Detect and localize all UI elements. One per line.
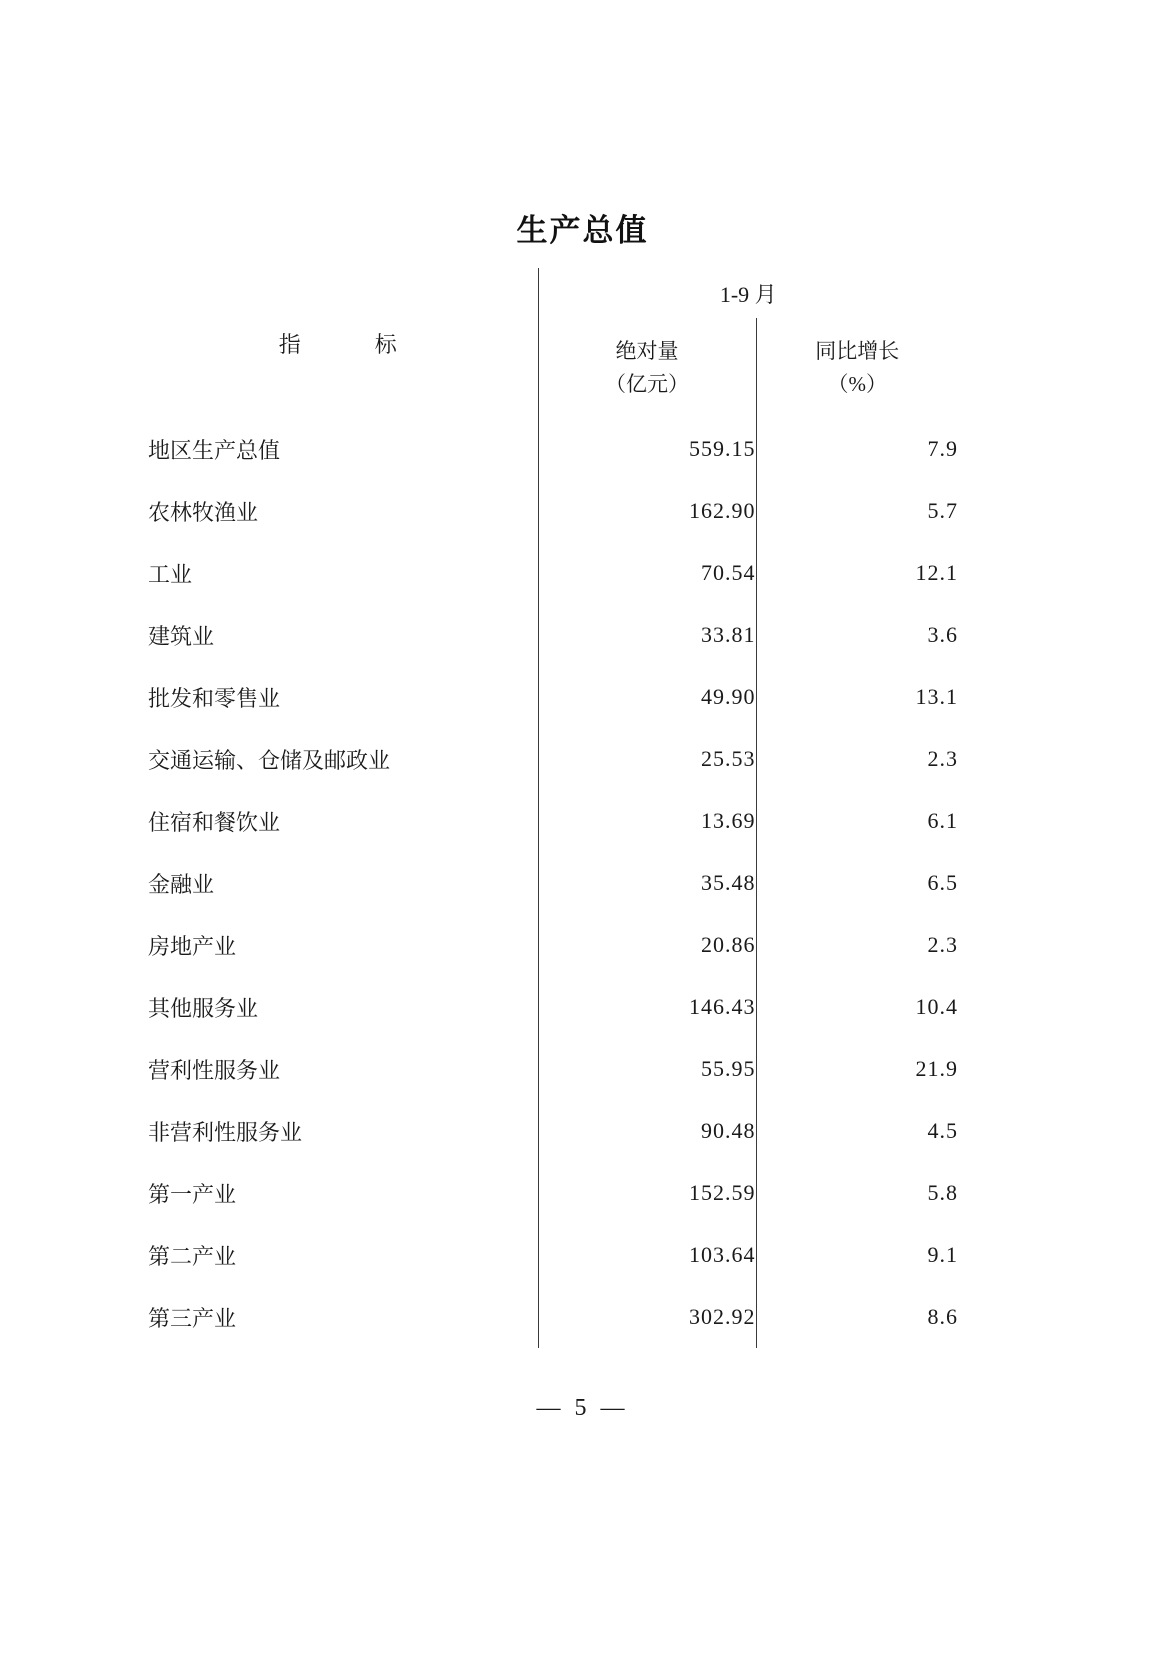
header-absolute-line1: 绝对量 xyxy=(615,339,679,364)
table-row xyxy=(148,542,958,604)
row-growth: 9.1 xyxy=(756,1224,958,1286)
row-growth: 7.9 xyxy=(756,418,958,480)
table-row xyxy=(148,604,958,666)
row-label: 建筑业 xyxy=(148,623,215,649)
row-absolute: 559.15 xyxy=(538,418,756,480)
table-row xyxy=(148,790,958,852)
row-label: 交通运输、仓储及邮政业 xyxy=(148,747,391,773)
row-label: 营利性服务业 xyxy=(148,1057,281,1083)
row-growth: 2.3 xyxy=(756,914,958,976)
table-row xyxy=(148,1038,958,1100)
row-growth: 3.6 xyxy=(756,604,958,666)
header-absolute-cell xyxy=(538,318,756,418)
row-label: 房地产业 xyxy=(148,933,237,959)
header-row-period xyxy=(148,268,958,318)
row-absolute: 302.92 xyxy=(538,1286,756,1348)
row-absolute: 49.90 xyxy=(538,666,756,728)
row-absolute: 152.59 xyxy=(538,1162,756,1224)
table-row xyxy=(148,914,958,976)
row-growth: 13.1 xyxy=(756,666,958,728)
page-title: 生产总值 xyxy=(516,213,649,249)
row-absolute: 55.95 xyxy=(538,1038,756,1100)
row-absolute: 90.48 xyxy=(538,1100,756,1162)
row-label: 第二产业 xyxy=(148,1243,237,1269)
table-body xyxy=(148,268,958,1348)
page-number: — 5 — xyxy=(536,1395,629,1421)
row-label: 金融业 xyxy=(148,871,215,897)
row-label: 批发和零售业 xyxy=(148,685,281,711)
row-growth: 21.9 xyxy=(756,1038,958,1100)
row-label: 农林牧渔业 xyxy=(148,499,259,525)
row-label: 住宿和餐饮业 xyxy=(148,809,281,835)
row-label: 其他服务业 xyxy=(148,995,259,1021)
row-label: 非营利性服务业 xyxy=(148,1119,303,1145)
row-absolute: 146.43 xyxy=(538,976,756,1038)
row-absolute: 35.48 xyxy=(538,852,756,914)
table-row xyxy=(148,1162,958,1224)
table-row xyxy=(148,418,958,480)
header-growth-line2: （%） xyxy=(827,372,887,396)
row-growth: 12.1 xyxy=(756,542,958,604)
row-label: 地区生产总值 xyxy=(148,437,281,463)
header-absolute-line2: （亿元） xyxy=(605,372,689,396)
row-absolute: 162.90 xyxy=(538,480,756,542)
table-row xyxy=(148,852,958,914)
row-growth: 10.4 xyxy=(756,976,958,1038)
row-absolute: 20.86 xyxy=(538,914,756,976)
table-row xyxy=(148,728,958,790)
row-growth: 2.3 xyxy=(756,728,958,790)
header-indicator-cell: 指 标 xyxy=(278,331,407,357)
row-label: 工业 xyxy=(148,561,193,587)
row-absolute: 33.81 xyxy=(538,604,756,666)
table-row xyxy=(148,976,958,1038)
gdp-statistics-table xyxy=(148,268,958,1348)
header-growth-line1: 同比增长 xyxy=(815,339,900,364)
table-row xyxy=(148,480,958,542)
row-label: 第三产业 xyxy=(148,1305,237,1331)
row-growth: 5.7 xyxy=(756,480,958,542)
table-row xyxy=(148,666,958,728)
row-growth: 5.8 xyxy=(756,1162,958,1224)
header-period-cell: 1-9 月 xyxy=(538,268,958,318)
row-growth: 4.5 xyxy=(756,1100,958,1162)
row-absolute: 70.54 xyxy=(538,542,756,604)
row-growth: 6.5 xyxy=(756,852,958,914)
header-growth-cell xyxy=(756,318,958,418)
row-absolute: 13.69 xyxy=(538,790,756,852)
table-row xyxy=(148,1286,958,1348)
row-growth: 6.1 xyxy=(756,790,958,852)
row-growth: 8.6 xyxy=(756,1286,958,1348)
row-label: 第一产业 xyxy=(148,1181,237,1207)
table-row xyxy=(148,1100,958,1162)
row-absolute: 25.53 xyxy=(538,728,756,790)
row-absolute: 103.64 xyxy=(538,1224,756,1286)
table-row xyxy=(148,1224,958,1286)
